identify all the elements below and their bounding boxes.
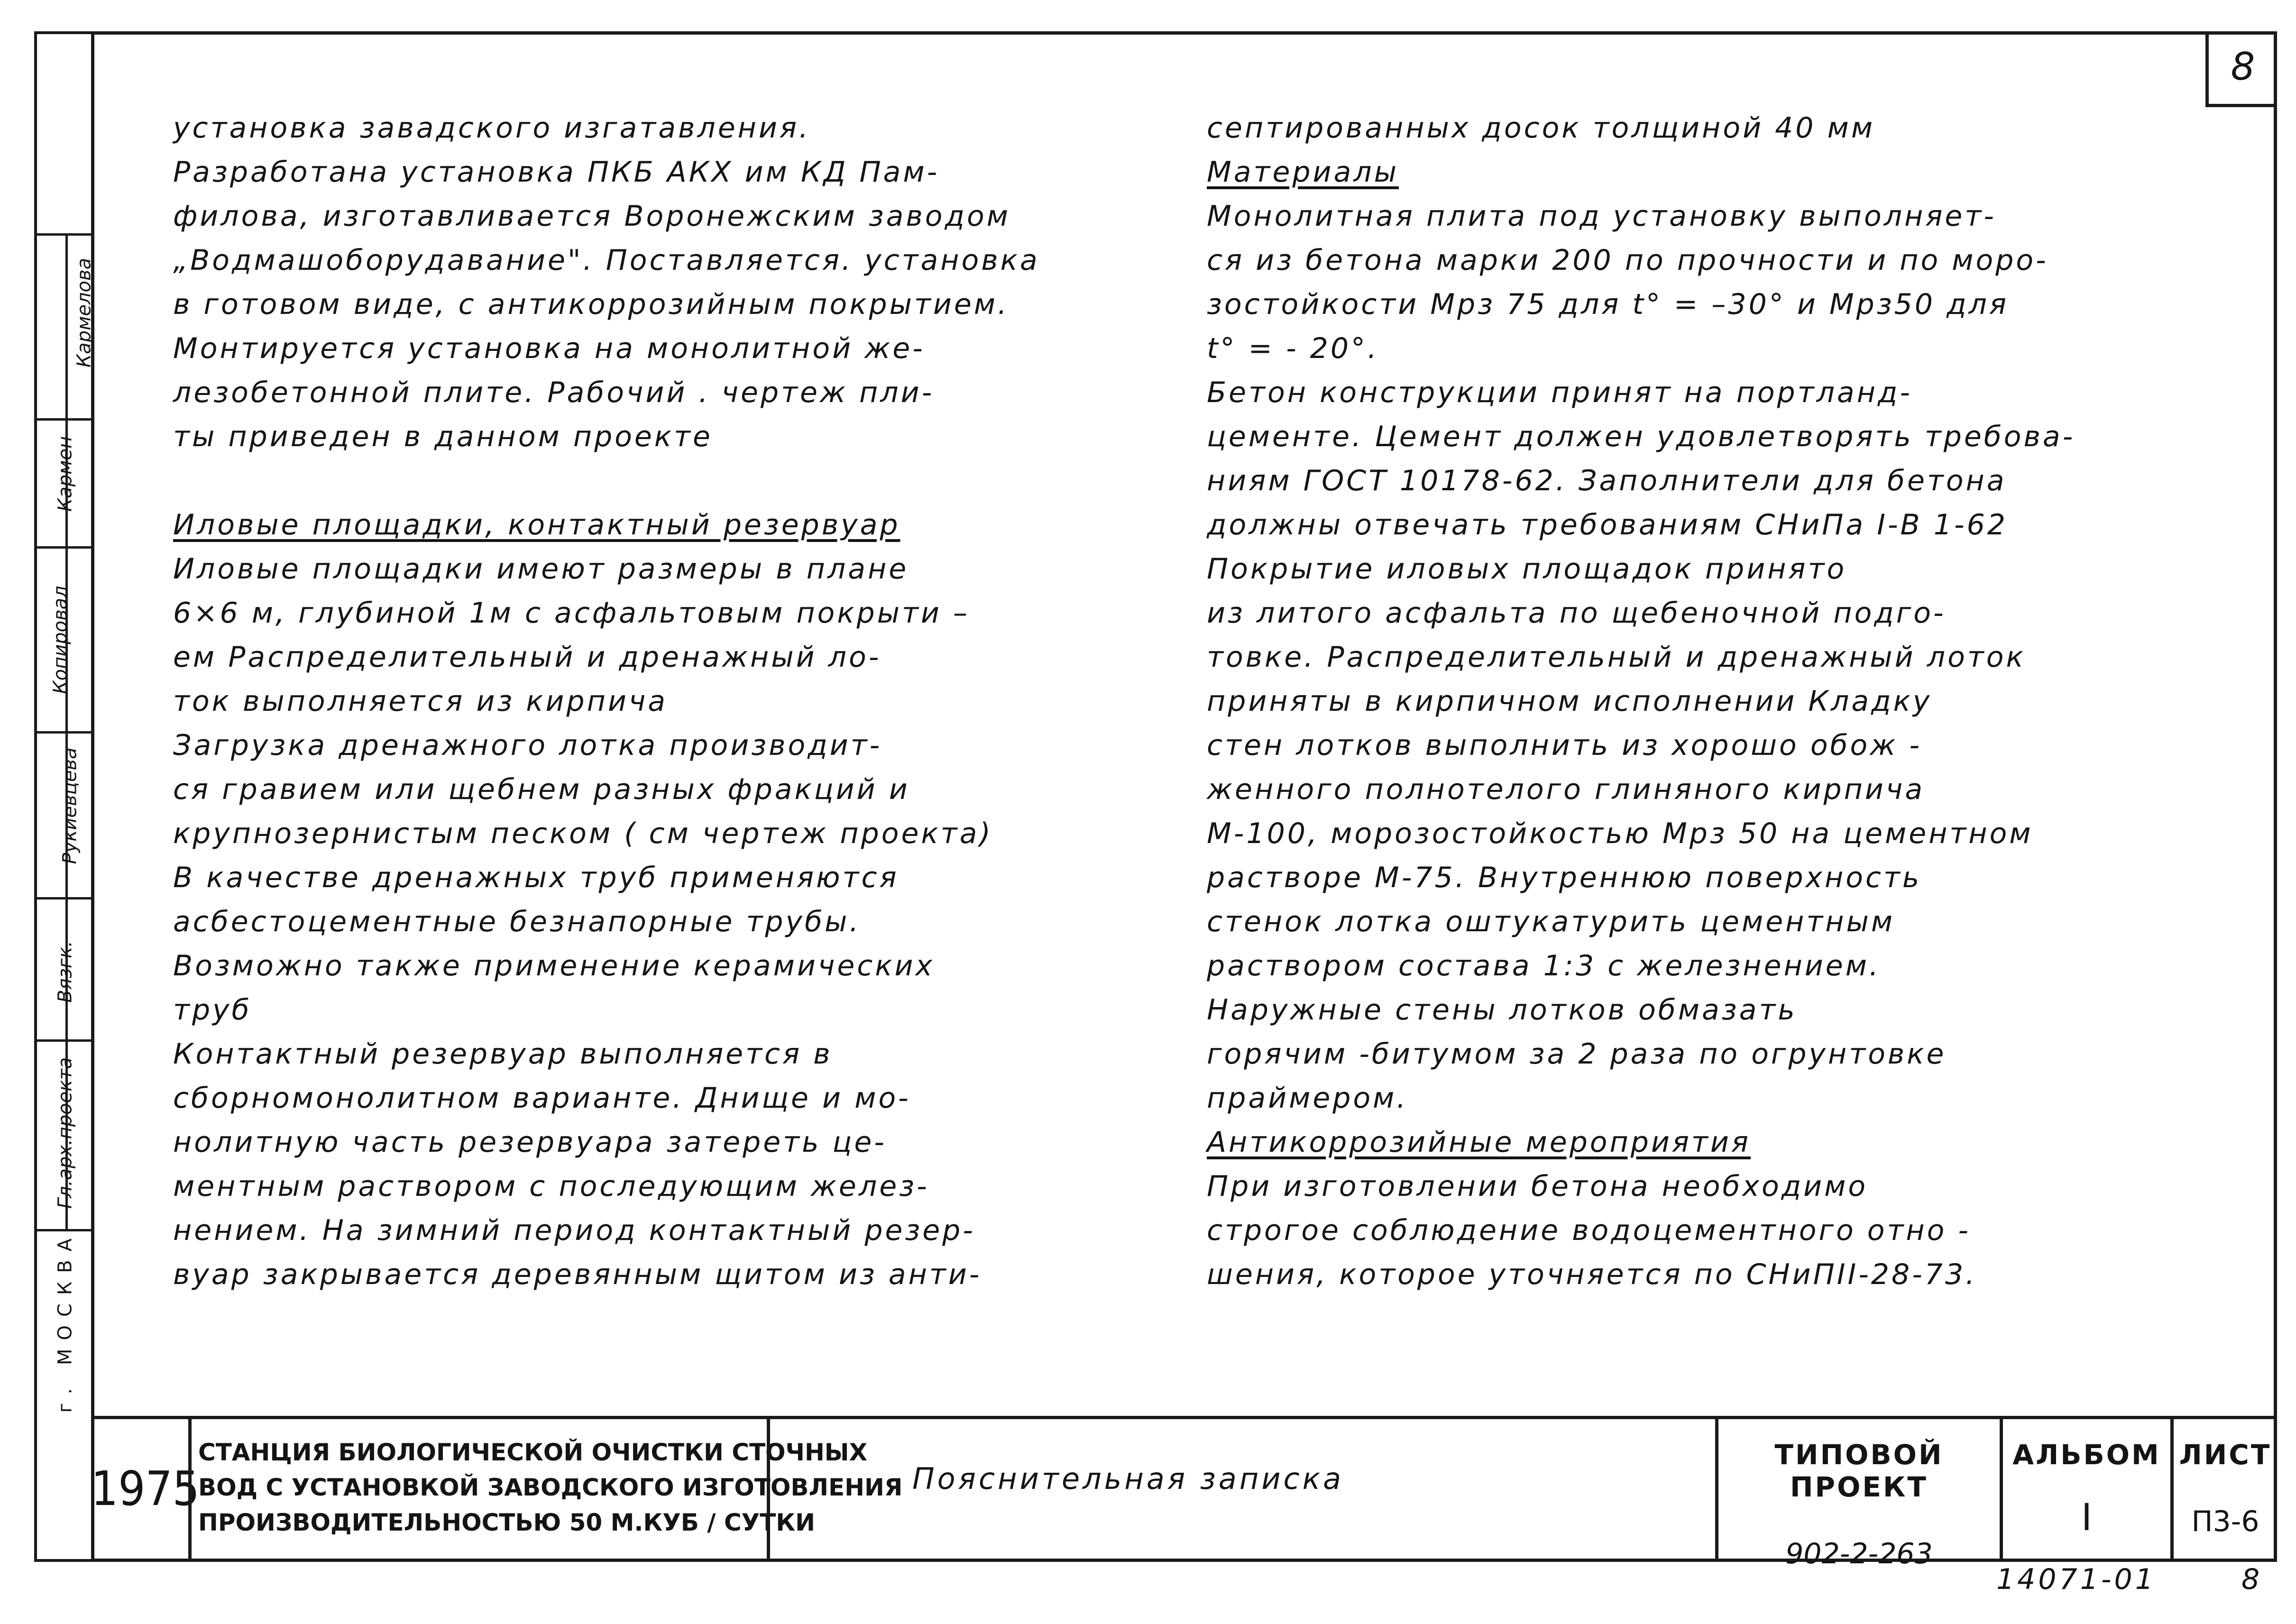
text-line: Бетон конструкции принят на портланд- [1207,376,1913,409]
sidebar-city: г. МОСКВА [54,1229,76,1413]
text-line: товке. Распределительный и дренажный лоток [1207,641,2026,674]
album-cell [2000,1416,2170,1562]
sidebar-rule [37,546,92,549]
text-line [173,459,1159,503]
sidebar-name: Кармен [54,436,76,512]
text-line: раствором состава 1:3 с железнением. [1207,949,1881,982]
sidebar-rule [37,897,92,899]
section-heading: Иловые площадки, контактный резервуар [173,508,900,541]
text-line: Монолитная плита под установку выполняет- [1207,200,1996,233]
text-line: ся из бетона марки 200 по прочности и по моро- [1207,244,2048,277]
text-line: труб [173,993,252,1027]
sheet-number: 8 [2205,31,2277,107]
sheet-label: ЛИСТ [2179,1439,2272,1471]
station-line: ПРОИЗВОДИТЕЛЬНОСТЬЮ 50 М.КУБ / СУТКИ [198,1509,816,1536]
text-line: стен лотков выполнить из хорошо обож - [1207,729,1922,762]
sidebar-role: Копировал [49,586,72,694]
text-line: Разработана установка ПКБ АКХ им КД Пам- [173,156,940,189]
text-line: нением. На зимний период контактный резер- [173,1214,975,1247]
sidebar-name: Вязгк. [54,941,76,1003]
text-line: цементе. Цемент должен удовлетворять требова- [1207,420,2076,453]
text-line: „Водмашоборудавание". Поставляется. установка [173,244,1040,277]
text-line: Загрузка дренажного лотка производит- [173,729,882,762]
text-line: стенок лотка оштукатурить цементным [1207,905,1895,938]
sidebar-rule [37,233,92,236]
album-value: I [2081,1496,2092,1539]
left-text-column [173,106,1159,1297]
text-line: зостойкости Мрз 75 для t° = –30° и Мрз50 для [1207,288,2009,321]
sidebar-name: Кармелова [73,257,95,368]
text-line: крупнозернистым песком ( см чертеж проекта) [173,817,993,850]
text-line: ся гравием или щебнем разных фракций и [173,773,910,806]
project-number: 902-2-263 [1785,1537,1933,1570]
text-line: М-100, морозостойкостью Мрз 50 на цементном [1207,817,2033,850]
text-line: вуар закрывается деревянным щитом из анти- [173,1258,982,1291]
text-line: 6×6 м, глубиной 1м с асфальтовым покрыти – [173,596,970,630]
text-line: ниям ГОСТ 10178-62. Заполнители для бетона [1207,464,2007,497]
title-block [91,1416,2277,1570]
sidebar-rule [37,731,92,734]
footer-inventory [1996,1563,2262,1596]
text-line: Возможно также применение керамических [173,949,935,982]
station-line: СТАНЦИЯ БИОЛОГИЧЕСКОЙ ОЧИСТКИ СТОЧНЫХ [198,1439,868,1466]
text-line: установка завадского изгатавления. [173,111,811,145]
signature-sidebar [34,31,95,1562]
station-line: ВОД С УСТАНОВКОЙ ЗАВОДСКОГО ИЗГОТОВЛЕНИЯ [198,1474,903,1501]
text-line: лезобетонной плите. Рабочий . чертеж пли- [173,376,935,409]
text-line: в готовом виде, с антикоррозийным покрытием. [173,288,1010,321]
document-type: Пояснительная записка [912,1461,1344,1496]
document-type-cell [767,1416,1715,1562]
section-heading: Антикоррозийные мероприятия [1207,1126,1751,1159]
text-line: шения, которое уточняется по СНиПII-28-73. [1207,1258,1977,1291]
section-heading: Материалы [1207,156,1399,189]
album-label: АЛЬБОМ [2012,1439,2161,1471]
text-line: асбестоцементные безнапорные трубы. [173,905,861,938]
text-line: сборномонолитном варианте. Днище и мо- [173,1082,911,1115]
sidebar-role: Гл.арх.проекта [54,1057,76,1209]
right-text-column [1207,106,2203,1297]
text-line: нолитную часть резервуара затереть це- [173,1126,887,1159]
station-title [192,1416,903,1540]
text-line: должны отвечать требованиям СНиПа I-В 1-62 [1207,508,2008,541]
text-line: Иловые площадки имеют размеры в плане [173,552,909,586]
text-line: Контактный резервуар выполняется в [173,1037,833,1071]
sheet-value: П3-6 [2191,1505,2259,1538]
text-line: ем Распределительный и дренажный ло- [173,641,882,674]
text-line: праймером. [1207,1082,1408,1115]
text-line: септированных досок толщиной 40 мм [1207,111,1875,145]
inventory-number: 14071-01 [1996,1563,2156,1596]
text-line: из литого асфальта по щебеночной подго- [1207,596,1946,630]
project-label: ТИПОВОЙ ПРОЕКТ [1774,1439,1944,1503]
sheet-cell [2170,1416,2277,1562]
text-line: горячим -битумом за 2 раза по огрунтовке [1207,1037,1947,1071]
text-line: женного полнотелого глиняного кирпича [1207,773,1925,806]
text-line: t° = - 20°. [1207,332,1379,365]
text-line: Монтируется установка на монолитной же- [173,332,925,365]
text-line: ты приведен в данном проекте [173,420,713,453]
station-cell [188,1416,903,1562]
text-line: растворе М-75. Внутреннюю поверхность [1207,861,1922,894]
footer-page-number: 8 [2241,1563,2263,1596]
text-line: филова, изготавливается Воронежским заводом [173,200,1010,233]
text-line: В качестве дренажных труб применяются [173,861,899,894]
text-line: ментным раствором с последующим желез- [173,1170,929,1203]
year: 1975 [91,1461,200,1516]
text-line: приняты в кирпичном исполнении Кладку [1207,685,1932,718]
project-cell [1715,1416,2000,1570]
text-line: Наружные стены лотков обмазать [1207,993,1797,1027]
year-cell [91,1416,200,1562]
text-line: ток выполняется из кирпича [173,685,668,718]
text-line: строгое соблюдение водоцементного отно - [1207,1214,1971,1247]
sidebar-name: Рукиевцева [59,747,81,864]
text-line: Покрытие иловых площадок принято [1207,552,1847,586]
text-line: При изготовлении бетона необходимо [1207,1170,1868,1203]
